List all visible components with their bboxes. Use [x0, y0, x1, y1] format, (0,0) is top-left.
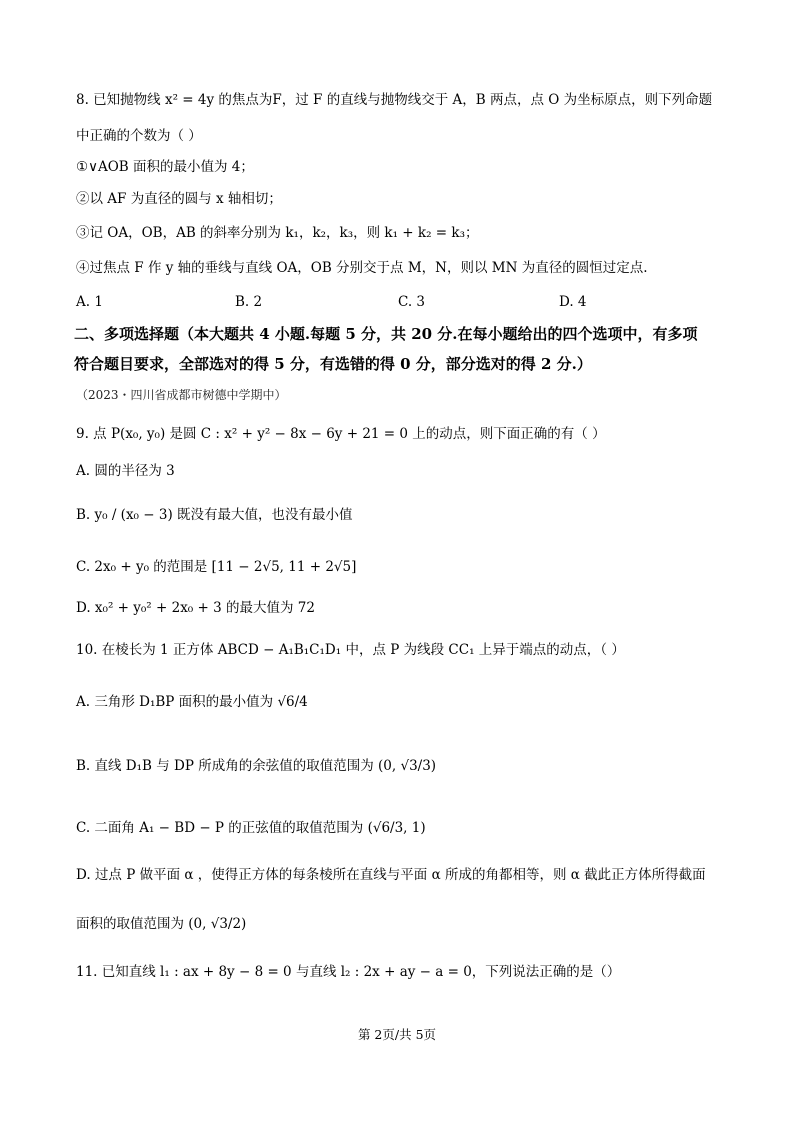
q8-item4: ④过焦点 F 作 y 轴的垂线与直线 OA，OB 分别交于点 M，N，则以 MN 为直径的圆恒过定点.: [76, 260, 648, 276]
q8-option-a: A. 1: [76, 294, 103, 310]
section-heading-line1: 二、多项选择题（本大题共 4 小题.每题 5 分，共 20 分.在每小题给出的四个选项中，有多项: [74, 325, 698, 343]
q8-stem-line2: 中正确的个数为（ ）: [76, 128, 202, 144]
q11-stem: 11. 已知直线 l₁ : ax + 8y − 8 = 0 与直线 l₂ : 2x + ay − a = 0，下列说法正确的是（）: [76, 964, 621, 980]
q8-item3: ③记 OA，OB，AB 的斜率分别为 k₁，k₂，k₃，则 k₁ + k₂ = k₃；: [76, 225, 479, 241]
q9-option-a: A. 圆的半径为 3: [76, 463, 175, 479]
q8-option-b: B. 2: [235, 294, 263, 310]
q9-option-d: D. x₀² + y₀² + 2x₀ + 3 的最大值为 72: [76, 600, 315, 616]
q9-stem: 9. 点 P(x₀, y₀) 是圆 C : x² + y² − 8x − 6y + 21 = 0 上的动点，则下面正确的有（ ）: [76, 426, 606, 442]
q9-option-c: C. 2x₀ + y₀ 的范围是 [11 − 2√5, 11 + 2√5]: [76, 559, 357, 575]
q10-option-b: B. 直线 D₁B 与 DP 所成角的余弦值的取值范围为 (0, √3/3): [76, 758, 437, 774]
q8-item1: ①∨AOB 面积的最小值为 4；: [76, 159, 254, 175]
section-heading-line2: 符合题目要求，全部选对的得 5 分，有选错的得 0 分，部分选对的得 2 分.）: [74, 355, 592, 373]
q8-option-c: C. 3: [398, 294, 426, 310]
q8-item2: ②以 AF 为直径的圆与 x 轴相切；: [76, 191, 282, 207]
q10-option-c: C. 二面角 A₁ − BD − P 的正弦值的取值范围为 (√6/3, 1): [76, 820, 426, 836]
q8-option-d: D. 4: [559, 294, 587, 310]
q10-option-d-line1: D. 过点 P 做平面 α ，使得正方体的每条棱所在直线与平面 α 所成的角都相等，则 α 截此正方体所得截面: [76, 867, 706, 883]
q10-option-d-line2: 面积的取值范围为 (0, √3/2): [76, 916, 247, 932]
q10-option-a: A. 三角形 D₁BP 面积的最小值为 √6/4: [76, 694, 308, 710]
question-source: （2023・四川省成都市树德中学期中）: [76, 388, 287, 402]
q8-stem-line1: 8. 已知抛物线 x² = 4y 的焦点为F，过 F 的直线与抛物线交于 A，B 两点，点 O 为坐标原点，则下列命题: [76, 92, 713, 108]
page-footer: 第 2页/共 5页: [357, 1027, 437, 1042]
q9-option-b: B. y₀ / (x₀ − 3) 既没有最大值，也没有最小值: [76, 507, 353, 523]
q10-stem: 10. 在棱长为 1 正方体 ABCD − A₁B₁C₁D₁ 中，点 P 为线段 CC₁ 上异于端点的动点，（ ）: [76, 642, 625, 658]
